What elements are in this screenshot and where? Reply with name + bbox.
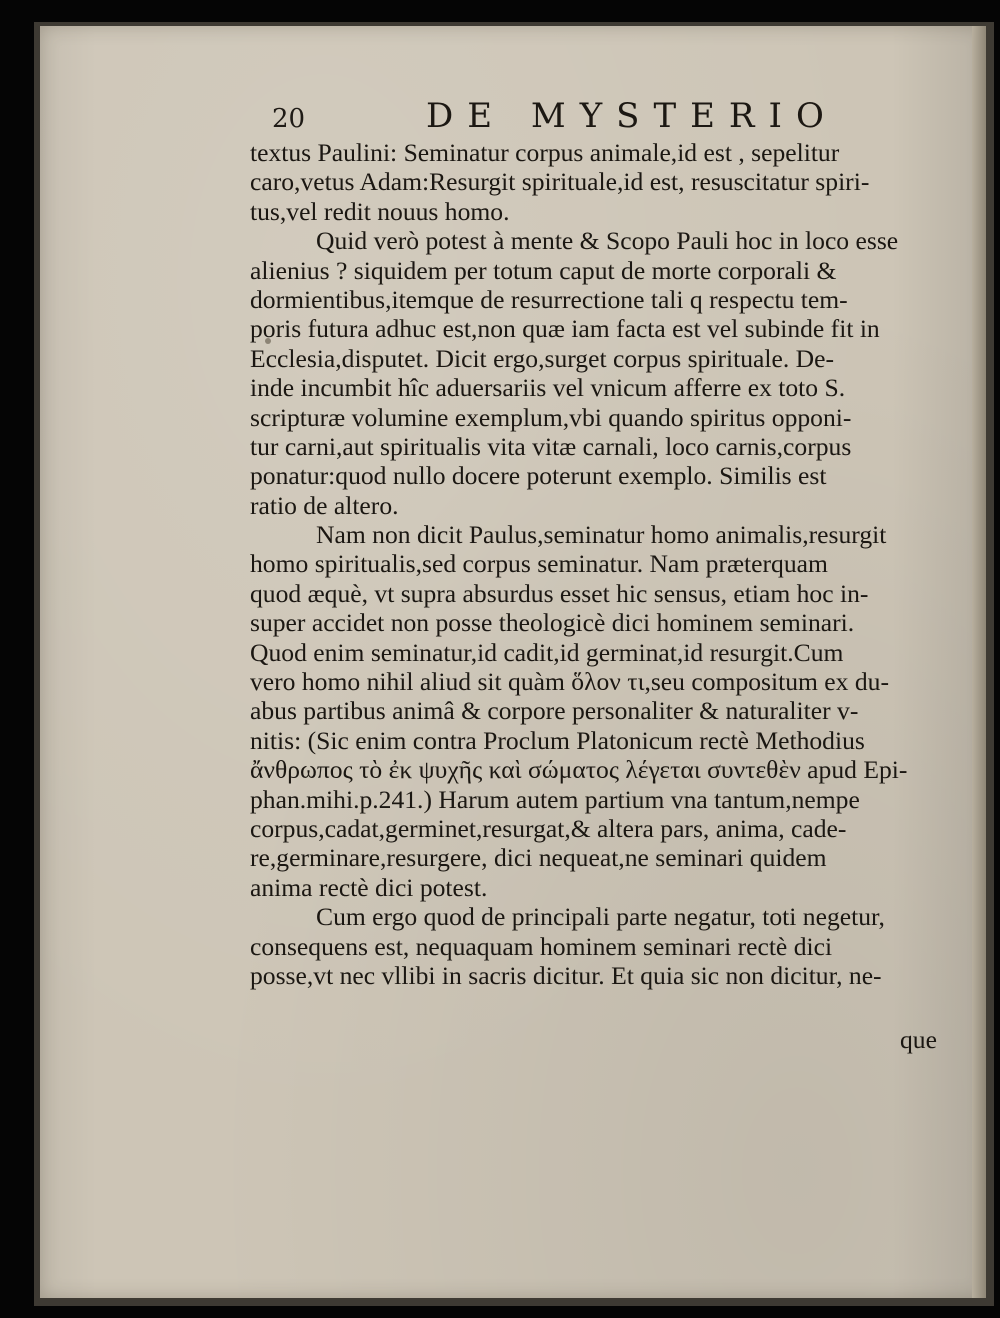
text-line: tur carni,aut spiritualis vita vitæ carnali, loco carnis,corpus [250, 431, 852, 461]
text-line: tus,vel redit nouus homo. [250, 196, 510, 226]
text-line: homo spiritualis,sed corpus seminatur. Nam præterquam [250, 549, 828, 579]
text-line: ponatur:quod nullo docere poterunt exemplo. Similis est [250, 461, 827, 491]
text-line: inde incumbit hîc aduersariis vel vnicum afferre ex toto S. [250, 373, 846, 403]
text-line: ἄνθρωπος τὸ ἐκ ψυχῆς καὶ σώματος λέγεται συντεθὲν apud Epi- [250, 755, 908, 785]
text-line: Quod enim seminatur,id cadit,id germinat,id resurgit.Cum [250, 637, 844, 667]
page-number: 20 [272, 104, 306, 134]
text-line: Quid verò potest à mente & Scopo Pauli hoc in loco esse [316, 226, 899, 256]
text-line: quod æquè, vt supra absurdus esset hic sensus, etiam hoc in- [250, 578, 869, 608]
text-line: phan.mihi.p.241.) Harum autem partium vna tantum,nempe [250, 784, 860, 814]
text-line: poris futura adhuc est,non quæ iam facta est vel subinde fit in [250, 314, 880, 344]
text-line: nitis: (Sic enim contra Proclum Platonicum rectè Methodius [250, 725, 865, 755]
text-line: Ecclesia,disputet. Dicit ergo,surget corpus spirituale. De- [250, 343, 834, 373]
text-line: dormientibus,itemque de resurrectione tali q respectu tem- [250, 284, 848, 314]
running-title: DE MYSTERIO [426, 96, 838, 136]
body-text [250, 138, 950, 990]
text-line: corpus,cadat,germinet,resurgat,& altera pars, anima, cade- [250, 813, 847, 843]
page-edge [972, 26, 986, 1298]
text-line: Cum ergo quod de principali parte negatur, toti negetur, [316, 902, 885, 932]
text-line: Nam non dicit Paulus,seminatur homo animalis,resurgit [316, 520, 887, 550]
text-line: anima rectè dici potest. [250, 872, 488, 902]
text-line: caro,vetus Adam:Resurgit spirituale,id est, resuscitatur spiri- [250, 167, 870, 197]
text-line: scripturæ volumine exemplum,vbi quando spiritus opponi- [250, 402, 852, 432]
text-line: consequens est, nequaquam hominem seminari rectè dici [250, 931, 833, 961]
text-line: posse,vt nec vllibi in sacris dicitur. Et quia sic non dicitur, ne- [250, 960, 882, 990]
text-line: vero homo nihil aliud sit quàm ὅλον τι,seu compositum ex du- [250, 667, 889, 697]
text-line: abus partibus animâ & corpore personaliter & naturaliter v- [250, 696, 859, 726]
text-line: super accidet non posse theologicè dici hominem seminari. [250, 608, 855, 638]
text-line: re,germinare,resurgere, dici nequeat,ne seminari quidem [250, 843, 827, 873]
text-line: ratio de altero. [250, 490, 399, 520]
text-line: textus Paulini: Seminatur corpus animale,id est , sepelitur [250, 138, 840, 167]
catchword: que [900, 1025, 937, 1054]
text-line: alienius ? siquidem per totum caput de morte corporali & [250, 255, 837, 285]
